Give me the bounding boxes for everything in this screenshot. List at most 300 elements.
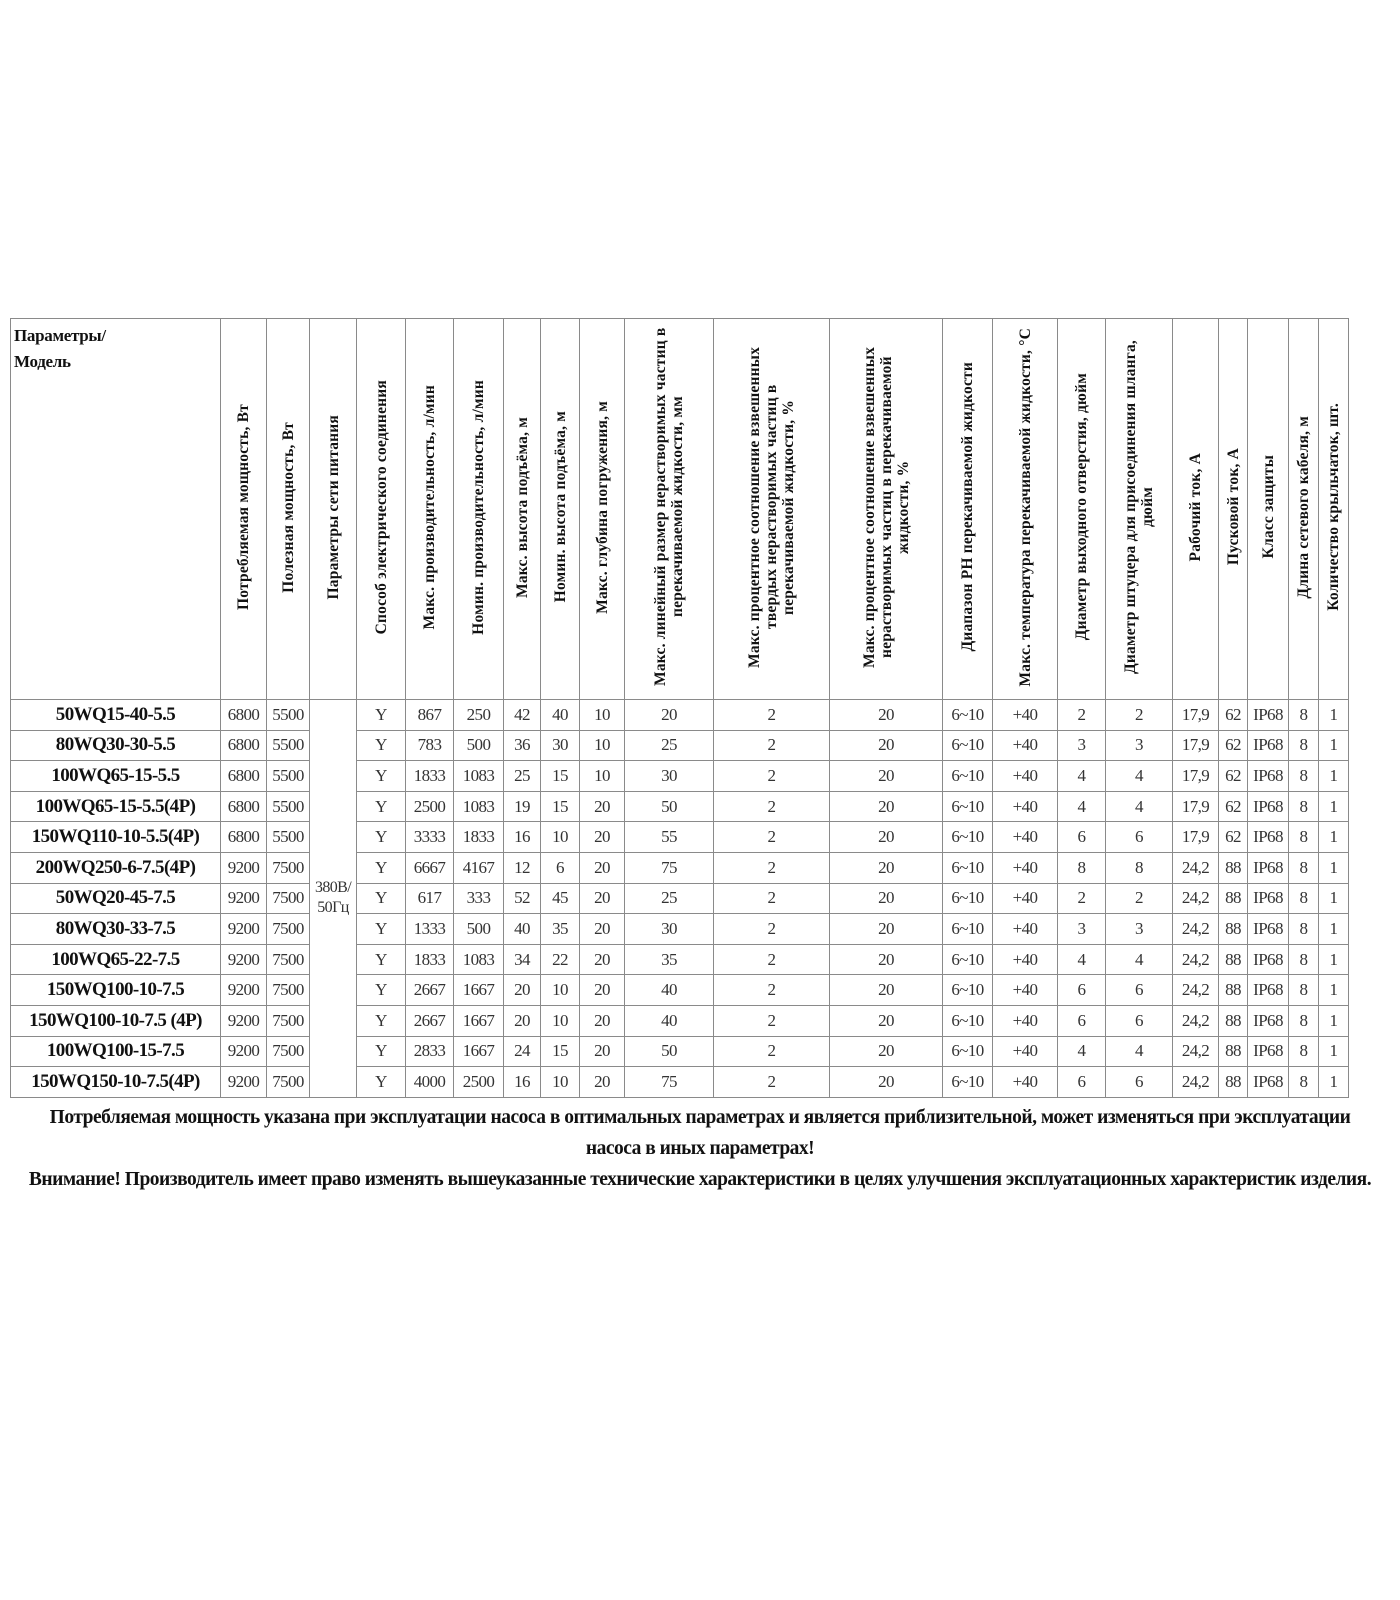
cell-p-in: 9200	[221, 1036, 267, 1067]
cell-p-in: 6800	[221, 700, 267, 731]
cell-conn: Y	[357, 1005, 406, 1036]
column-header-label: Количество крыльчаток, шт.	[1325, 403, 1342, 611]
column-header-label: Номин. высота подъёма, м	[551, 411, 569, 603]
cell-p-in: 9200	[221, 852, 267, 883]
cell-h-nom: 15	[541, 791, 580, 822]
cell-outlet: 2	[1058, 883, 1106, 914]
cell-impellers: 1	[1319, 822, 1349, 853]
cell-outlet: 4	[1058, 761, 1106, 792]
cell-q-max: 867	[406, 700, 454, 731]
column-header	[1106, 319, 1173, 700]
cell-h-max: 16	[504, 822, 541, 853]
cell-ip: IP68	[1248, 761, 1289, 792]
cell-q-nom: 333	[454, 883, 504, 914]
column-header-label: Рабочий ток, А	[1187, 452, 1204, 562]
table-row	[11, 883, 1349, 914]
column-header-label: Макс. производительность, л/мин	[421, 384, 438, 630]
cell-i-work: 24,2	[1173, 914, 1219, 945]
cell-conn: Y	[357, 730, 406, 761]
cell-solid-pct: 2	[714, 944, 830, 975]
cell-susp-pct: 20	[830, 822, 943, 853]
column-header-label: Макс. высота подъёма, м	[513, 416, 531, 598]
cell-conn: Y	[357, 791, 406, 822]
cell-h-max: 12	[504, 852, 541, 883]
cell-i-work: 24,2	[1173, 1036, 1219, 1067]
table-row	[11, 761, 1349, 792]
cell-q-nom: 2500	[454, 1067, 504, 1098]
cell-hose: 4	[1106, 761, 1173, 792]
cell-depth: 10	[580, 761, 625, 792]
cell-h-nom: 35	[541, 914, 580, 945]
model-name-cell: 50WQ20-45-7.5	[11, 883, 221, 914]
column-header-label: Длина сетевого кабеля, м	[1295, 415, 1312, 599]
cell-h-max: 25	[504, 761, 541, 792]
cell-depth: 20	[580, 1005, 625, 1036]
cell-cable: 8	[1289, 944, 1319, 975]
cell-cable: 8	[1289, 730, 1319, 761]
cell-cable: 8	[1289, 975, 1319, 1006]
cell-i-work: 17,9	[1173, 761, 1219, 792]
table-row	[11, 914, 1349, 945]
cell-p-out: 7500	[267, 975, 310, 1006]
cell-temp: +40	[993, 914, 1058, 945]
cell-hose: 4	[1106, 944, 1173, 975]
model-name-cell: 150WQ110-10-5.5(4P)	[11, 822, 221, 853]
cell-i-start: 88	[1219, 944, 1248, 975]
cell-susp-pct: 20	[830, 791, 943, 822]
cell-impellers: 1	[1319, 730, 1349, 761]
cell-p-in: 9200	[221, 1005, 267, 1036]
column-header-label: Потребляемая мощность, Вт	[235, 404, 252, 610]
column-header-label: Макс. процентное соотношение взвешенных твердых нерастворимых частиц в перекачиваемой жидкости, %	[746, 346, 797, 668]
cell-conn: Y	[357, 822, 406, 853]
cell-depth: 20	[580, 1036, 625, 1067]
column-header-label: Полезная мощность, Вт	[279, 421, 297, 593]
cell-impellers: 1	[1319, 852, 1349, 883]
cell-particle: 50	[625, 791, 714, 822]
cell-susp-pct: 20	[830, 1067, 943, 1098]
cell-outlet: 6	[1058, 822, 1106, 853]
cell-particle: 25	[625, 730, 714, 761]
model-name-cell: 150WQ100-10-7.5 (4P)	[11, 1005, 221, 1036]
cell-i-work: 24,2	[1173, 883, 1219, 914]
column-header-label: Способ электрического соединения	[372, 379, 390, 635]
column-header	[504, 319, 541, 700]
column-header	[406, 319, 454, 700]
cell-impellers: 1	[1319, 1036, 1349, 1067]
column-header	[267, 319, 310, 700]
cell-solid-pct: 2	[714, 883, 830, 914]
cell-h-nom: 10	[541, 1005, 580, 1036]
cell-h-nom: 10	[541, 822, 580, 853]
cell-hose: 2	[1106, 700, 1173, 731]
cell-hose: 4	[1106, 791, 1173, 822]
cell-outlet: 4	[1058, 791, 1106, 822]
cell-depth: 20	[580, 975, 625, 1006]
cell-q-nom: 1083	[454, 791, 504, 822]
cell-conn: Y	[357, 914, 406, 945]
cell-particle: 40	[625, 975, 714, 1006]
cell-solid-pct: 2	[714, 1005, 830, 1036]
cell-h-max: 19	[504, 791, 541, 822]
cell-cable: 8	[1289, 761, 1319, 792]
cell-i-start: 62	[1219, 761, 1248, 792]
cell-p-out: 7500	[267, 1067, 310, 1098]
column-header	[1248, 319, 1289, 700]
column-header	[541, 319, 580, 700]
pump-spec-table	[10, 318, 1349, 1098]
cell-h-max: 20	[504, 975, 541, 1006]
cell-solid-pct: 2	[714, 975, 830, 1006]
cell-ip: IP68	[1248, 791, 1289, 822]
cell-cable: 8	[1289, 1036, 1319, 1067]
cell-impellers: 1	[1319, 883, 1349, 914]
cell-ip: IP68	[1248, 822, 1289, 853]
cell-i-start: 88	[1219, 975, 1248, 1006]
cell-impellers: 1	[1319, 944, 1349, 975]
cell-ph: 6~10	[943, 1005, 993, 1036]
cell-outlet: 4	[1058, 944, 1106, 975]
cell-susp-pct: 20	[830, 1036, 943, 1067]
table-row	[11, 944, 1349, 975]
cell-q-max: 783	[406, 730, 454, 761]
cell-i-start: 88	[1219, 1005, 1248, 1036]
cell-outlet: 6	[1058, 975, 1106, 1006]
cell-h-nom: 22	[541, 944, 580, 975]
cell-particle: 20	[625, 700, 714, 731]
cell-ph: 6~10	[943, 975, 993, 1006]
cell-susp-pct: 20	[830, 944, 943, 975]
column-header	[993, 319, 1058, 700]
cell-hose: 4	[1106, 1036, 1173, 1067]
cell-p-out: 7500	[267, 1005, 310, 1036]
cell-h-nom: 40	[541, 700, 580, 731]
cell-impellers: 1	[1319, 761, 1349, 792]
column-header	[1319, 319, 1349, 700]
cell-conn: Y	[357, 975, 406, 1006]
table-row	[11, 975, 1349, 1006]
cell-q-nom: 1833	[454, 822, 504, 853]
cell-ph: 6~10	[943, 822, 993, 853]
cell-q-nom: 1667	[454, 1005, 504, 1036]
table-row	[11, 1005, 1349, 1036]
cell-q-nom: 500	[454, 730, 504, 761]
column-header-label: Макс. температура перекачиваемой жидкости, °С	[1016, 327, 1034, 687]
cell-h-nom: 10	[541, 975, 580, 1006]
cell-temp: +40	[993, 1005, 1058, 1036]
cell-depth: 20	[580, 822, 625, 853]
cell-p-out: 5500	[267, 791, 310, 822]
model-name-cell: 200WQ250-6-7.5(4P)	[11, 852, 221, 883]
cell-hose: 3	[1106, 914, 1173, 945]
cell-susp-pct: 20	[830, 730, 943, 761]
cell-solid-pct: 2	[714, 852, 830, 883]
cell-impellers: 1	[1319, 791, 1349, 822]
cell-h-max: 20	[504, 1005, 541, 1036]
cell-ph: 6~10	[943, 730, 993, 761]
column-header	[625, 319, 714, 700]
cell-q-max: 2833	[406, 1036, 454, 1067]
cell-i-start: 62	[1219, 791, 1248, 822]
model-name-cell: 100WQ65-15-5.5(4P)	[11, 791, 221, 822]
cell-q-nom: 500	[454, 914, 504, 945]
cell-temp: +40	[993, 761, 1058, 792]
cell-ip: IP68	[1248, 944, 1289, 975]
cell-hose: 6	[1106, 975, 1173, 1006]
cell-particle: 35	[625, 944, 714, 975]
cell-impellers: 1	[1319, 700, 1349, 731]
cell-q-max: 617	[406, 883, 454, 914]
cell-temp: +40	[993, 822, 1058, 853]
cell-depth: 20	[580, 791, 625, 822]
table-row	[11, 700, 1349, 731]
cell-i-work: 17,9	[1173, 730, 1219, 761]
cell-i-start: 88	[1219, 1036, 1248, 1067]
cell-q-nom: 4167	[454, 852, 504, 883]
cell-cable: 8	[1289, 1067, 1319, 1098]
cell-solid-pct: 2	[714, 822, 830, 853]
cell-hose: 6	[1106, 1067, 1173, 1098]
cell-q-nom: 1667	[454, 1036, 504, 1067]
cell-p-in: 6800	[221, 791, 267, 822]
cell-outlet: 8	[1058, 852, 1106, 883]
column-header	[830, 319, 943, 700]
cell-p-out: 7500	[267, 914, 310, 945]
cell-p-in: 9200	[221, 1067, 267, 1098]
cell-temp: +40	[993, 944, 1058, 975]
column-header	[580, 319, 625, 700]
cell-h-max: 52	[504, 883, 541, 914]
column-header	[1173, 319, 1219, 700]
cell-h-max: 40	[504, 914, 541, 945]
cell-particle: 30	[625, 761, 714, 792]
cell-h-nom: 15	[541, 761, 580, 792]
cell-cable: 8	[1289, 852, 1319, 883]
cell-ip: IP68	[1248, 700, 1289, 731]
cell-q-max: 6667	[406, 852, 454, 883]
cell-hose: 8	[1106, 852, 1173, 883]
cell-temp: +40	[993, 852, 1058, 883]
cell-q-max: 1833	[406, 944, 454, 975]
cell-i-start: 88	[1219, 852, 1248, 883]
cell-depth: 20	[580, 883, 625, 914]
cell-ip: IP68	[1248, 1067, 1289, 1098]
cell-hose: 3	[1106, 730, 1173, 761]
cell-q-nom: 1667	[454, 975, 504, 1006]
cell-ph: 6~10	[943, 761, 993, 792]
cell-conn: Y	[357, 944, 406, 975]
cell-ph: 6~10	[943, 791, 993, 822]
column-header-label: Диаметр штуцера для присоединения шланга, дюйм	[1122, 340, 1156, 674]
column-header-label: Пусковой ток, А	[1224, 448, 1242, 566]
cell-cable: 8	[1289, 822, 1319, 853]
cell-depth: 20	[580, 852, 625, 883]
cell-outlet: 6	[1058, 1005, 1106, 1036]
cell-impellers: 1	[1319, 1067, 1349, 1098]
cell-h-nom: 6	[541, 852, 580, 883]
cell-conn: Y	[357, 1067, 406, 1098]
cell-i-work: 17,9	[1173, 822, 1219, 853]
column-header	[1219, 319, 1248, 700]
cell-temp: +40	[993, 883, 1058, 914]
cell-solid-pct: 2	[714, 791, 830, 822]
table-row	[11, 822, 1349, 853]
cell-cable: 8	[1289, 1005, 1319, 1036]
cell-q-nom: 1083	[454, 944, 504, 975]
notes	[0, 1102, 1400, 1195]
cell-temp: +40	[993, 975, 1058, 1006]
cell-depth: 20	[580, 944, 625, 975]
cell-cable: 8	[1289, 914, 1319, 945]
cell-h-max: 36	[504, 730, 541, 761]
power-note: Потребляемая мощность указана при эксплуатации насоса в оптимальных параметрах и является приблизительной, может изменяться при эксплуатации насоса в иных параметрах!	[49, 1107, 1351, 1159]
column-header-label: Диапазон PH перекачиваемой жидкости	[959, 362, 976, 652]
warning-note: Внимание! Производитель имеет право изменять вышеуказанные технические характеристики в целях улучшения эксплуатационных характеристик изделия.	[28, 1169, 1372, 1190]
cell-susp-pct: 20	[830, 761, 943, 792]
cell-i-work: 24,2	[1173, 975, 1219, 1006]
cell-ip: IP68	[1248, 914, 1289, 945]
cell-solid-pct: 2	[714, 1067, 830, 1098]
model-name-cell: 100WQ65-22-7.5	[11, 944, 221, 975]
cell-depth: 20	[580, 1067, 625, 1098]
cell-outlet: 3	[1058, 914, 1106, 945]
cell-i-work: 24,2	[1173, 1005, 1219, 1036]
cell-p-in: 9200	[221, 914, 267, 945]
cell-impellers: 1	[1319, 914, 1349, 945]
column-header-label: Диаметр выходного отверстия, дюйм	[1073, 373, 1090, 641]
cell-p-out: 5500	[267, 700, 310, 731]
cell-hose: 6	[1106, 822, 1173, 853]
cell-ph: 6~10	[943, 914, 993, 945]
cell-impellers: 1	[1319, 975, 1349, 1006]
cell-p-out: 7500	[267, 1036, 310, 1067]
column-header	[1058, 319, 1106, 700]
table-row	[11, 730, 1349, 761]
cell-p-out: 5500	[267, 761, 310, 792]
cell-ph: 6~10	[943, 700, 993, 731]
cell-conn: Y	[357, 852, 406, 883]
column-header-label: Параметры сети питания	[324, 414, 342, 600]
cell-solid-pct: 2	[714, 914, 830, 945]
column-header	[221, 319, 267, 700]
cell-h-nom: 15	[541, 1036, 580, 1067]
cell-p-in: 9200	[221, 975, 267, 1006]
column-header	[943, 319, 993, 700]
cell-ip: IP68	[1248, 852, 1289, 883]
cell-particle: 50	[625, 1036, 714, 1067]
cell-cable: 8	[1289, 791, 1319, 822]
cell-ip: IP68	[1248, 975, 1289, 1006]
cell-solid-pct: 2	[714, 700, 830, 731]
cell-ph: 6~10	[943, 1036, 993, 1067]
cell-i-work: 24,2	[1173, 852, 1219, 883]
cell-conn: Y	[357, 1036, 406, 1067]
cell-particle: 40	[625, 1005, 714, 1036]
column-header-label: Макс. глубина погружения, м	[593, 400, 611, 614]
column-header-label: Номин. производительность, л/мин	[470, 379, 487, 635]
cell-q-nom: 1083	[454, 761, 504, 792]
cell-q-max: 1833	[406, 761, 454, 792]
cell-cable: 8	[1289, 700, 1319, 731]
cell-ip: IP68	[1248, 1005, 1289, 1036]
cell-q-max: 2667	[406, 975, 454, 1006]
column-header-label: Класс защиты	[1259, 455, 1277, 559]
cell-h-max: 42	[504, 700, 541, 731]
cell-cable: 8	[1289, 883, 1319, 914]
model-name-cell: 80WQ30-30-5.5	[11, 730, 221, 761]
cell-p-out: 7500	[267, 883, 310, 914]
column-header	[714, 319, 830, 700]
header-row	[11, 319, 1349, 700]
cell-ph: 6~10	[943, 883, 993, 914]
model-name-cell: 50WQ15-40-5.5	[11, 700, 221, 731]
column-header-label: Макс. процентное соотношение взвешенных нерастворимых частиц в перекачиваемой жидкости, %	[860, 346, 912, 668]
cell-i-start: 62	[1219, 730, 1248, 761]
cell-outlet: 6	[1058, 1067, 1106, 1098]
cell-p-out: 5500	[267, 730, 310, 761]
cell-susp-pct: 20	[830, 883, 943, 914]
cell-susp-pct: 20	[830, 914, 943, 945]
cell-h-max: 16	[504, 1067, 541, 1098]
cell-i-work: 17,9	[1173, 791, 1219, 822]
model-name-cell: 80WQ30-33-7.5	[11, 914, 221, 945]
model-name-cell: 150WQ150-10-7.5(4P)	[11, 1067, 221, 1098]
cell-susp-pct: 20	[830, 700, 943, 731]
model-name-cell: 100WQ100-15-7.5	[11, 1036, 221, 1067]
cell-p-out: 5500	[267, 822, 310, 853]
cell-i-start: 88	[1219, 883, 1248, 914]
column-header	[310, 319, 357, 700]
cell-conn: Y	[357, 700, 406, 731]
cell-solid-pct: 2	[714, 1036, 830, 1067]
cell-ph: 6~10	[943, 852, 993, 883]
cell-p-in: 6800	[221, 761, 267, 792]
cell-outlet: 2	[1058, 700, 1106, 731]
cell-particle: 30	[625, 914, 714, 945]
cell-h-max: 34	[504, 944, 541, 975]
cell-q-nom: 250	[454, 700, 504, 731]
cell-i-start: 62	[1219, 822, 1248, 853]
cell-ip: IP68	[1248, 1036, 1289, 1067]
cell-i-start: 88	[1219, 914, 1248, 945]
cell-q-max: 4000	[406, 1067, 454, 1098]
cell-susp-pct: 20	[830, 975, 943, 1006]
cell-impellers: 1	[1319, 1005, 1349, 1036]
table-row	[11, 791, 1349, 822]
cell-h-max: 24	[504, 1036, 541, 1067]
cell-conn: Y	[357, 883, 406, 914]
column-header	[454, 319, 504, 700]
cell-susp-pct: 20	[830, 1005, 943, 1036]
cell-i-start: 88	[1219, 1067, 1248, 1098]
table-row	[11, 1067, 1349, 1098]
cell-outlet: 4	[1058, 1036, 1106, 1067]
cell-temp: +40	[993, 730, 1058, 761]
cell-particle: 75	[625, 1067, 714, 1098]
cell-outlet: 3	[1058, 730, 1106, 761]
cell-h-nom: 45	[541, 883, 580, 914]
table-row	[11, 852, 1349, 883]
cell-ph: 6~10	[943, 1067, 993, 1098]
cell-ph: 6~10	[943, 944, 993, 975]
cell-temp: +40	[993, 700, 1058, 731]
cell-temp: +40	[993, 1067, 1058, 1098]
model-name-cell: 150WQ100-10-7.5	[11, 975, 221, 1006]
cell-q-max: 1333	[406, 914, 454, 945]
cell-depth: 10	[580, 700, 625, 731]
cell-hose: 2	[1106, 883, 1173, 914]
cell-i-work: 24,2	[1173, 1067, 1219, 1098]
